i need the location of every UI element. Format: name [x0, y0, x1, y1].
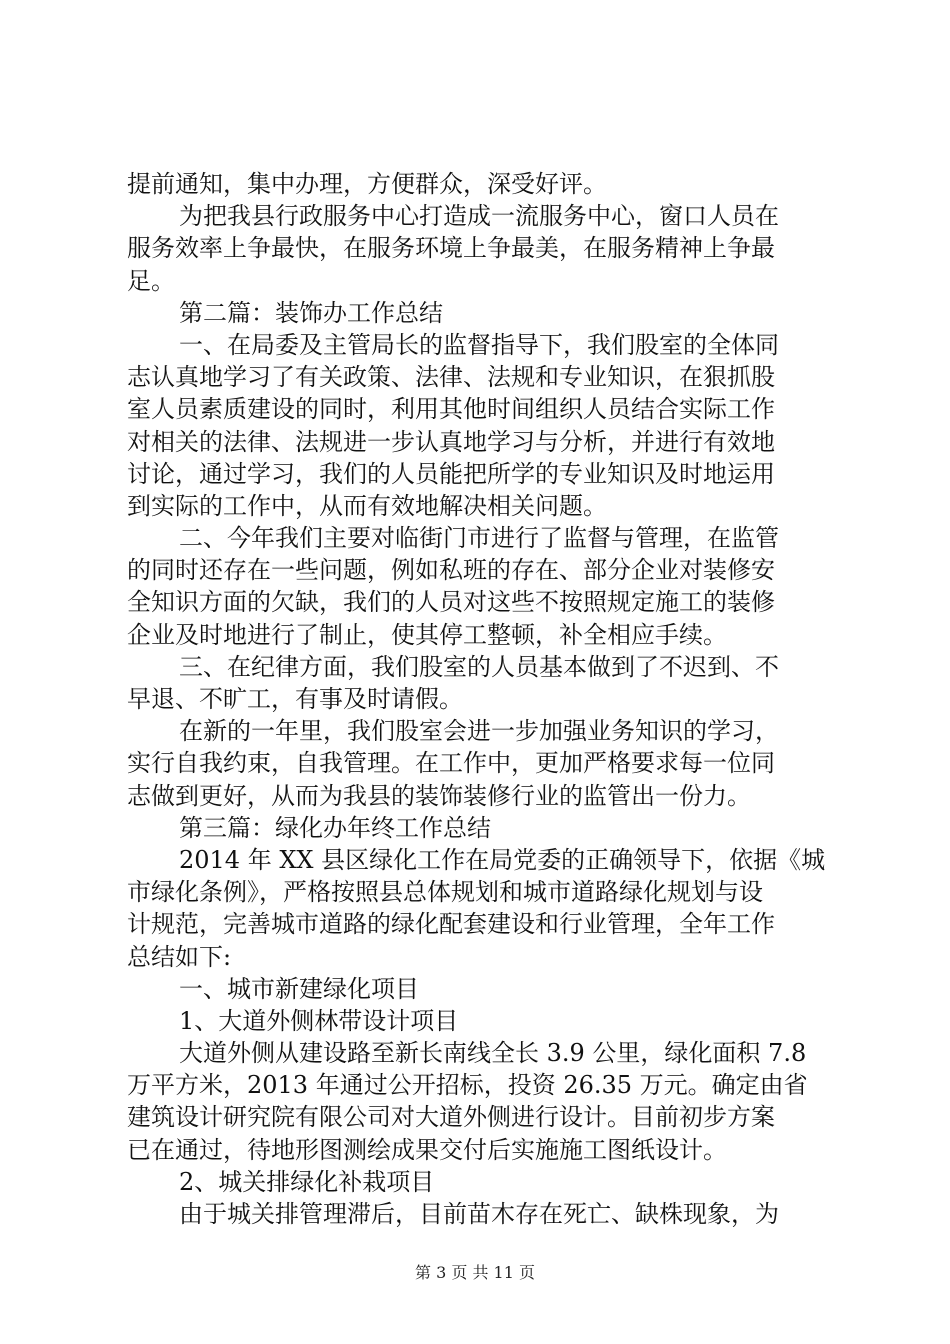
text-line: 三、在纪律方面，我们股室的人员基本做到了不迟到、不 — [179, 652, 779, 681]
text-line: 的同时还存在一些问题，例如私班的存在、部分企业对装修安 — [127, 556, 775, 585]
text-line: 市绿化条例》，严格按照县总体规划和城市道路绿化规划与设 — [127, 878, 763, 907]
text-line: 提前通知，集中办理，方便群众，深受好评。 — [127, 170, 607, 198]
text-line: 足。 — [127, 266, 175, 295]
subheading: 1、大道外侧林带设计项目 — [179, 1006, 459, 1035]
text-line: 早退、不旷工，有事及时请假。 — [127, 685, 463, 713]
text-line: 到实际的工作中，从而有效地解决相关问题。 — [127, 491, 607, 520]
text-line: 在新的一年里，我们股室会进一步加强业务知识的学习， — [179, 717, 779, 746]
text-line: 志认真地学习了有关政策、法律、法规和专业知识，在狠抓股 — [127, 363, 775, 392]
page-footer: 第 3 页 共 11 页 — [415, 1263, 535, 1282]
section-heading: 第二篇：装饰办工作总结 — [179, 298, 443, 327]
text-line: 企业及时地进行了制止，使其停工整顿，补全相应手续。 — [127, 620, 727, 649]
text-line: 为把我县行政服务中心打造成一流服务中心，窗口人员在 — [179, 202, 779, 231]
text-line: 全知识方面的欠缺，我们的人员对这些不按照规定施工的装修 — [127, 588, 775, 617]
text-line: 一、在局委及主管局长的监督指导下，我们股室的全体同 — [179, 330, 779, 359]
text-line: 二、今年我们主要对临街门市进行了监督与管理，在监管 — [179, 524, 779, 553]
text-line: 万平方米，2013 年通过公开招标，投资 26.35 万元。确定由省 — [127, 1071, 808, 1100]
text-line: 讨论，通过学习，我们的人员能把所学的专业知识及时地运用 — [127, 459, 775, 488]
text-line: 室人员素质建设的同时，利用其他时间组织人员结合实际工作 — [127, 395, 775, 424]
text-line: 2014 年 XX 县区绿化工作在局党委的正确领导下，依据《城 — [179, 845, 826, 874]
text-line: 已在通过，待地形图测绘成果交付后实施施工图纸设计。 — [127, 1135, 727, 1164]
text-line: 大道外侧从建设路至新长南线全长 3.9 公里，绿化面积 7.8 — [179, 1039, 807, 1068]
text-line: 志做到更好，从而为我县的装饰装修行业的监管出一份力。 — [127, 781, 751, 810]
text-line: 对相关的法律、法规进一步认真地学习与分析，并进行有效地 — [127, 427, 775, 456]
text-line: 计规范，完善城市道路的绿化配套建设和行业管理，全年工作 — [127, 910, 775, 939]
text-line: 实行自我约束，自我管理。在工作中，更加严格要求每一位同 — [127, 749, 775, 778]
text-line: 服务效率上争最快，在服务环境上争最美，在服务精神上争最 — [127, 234, 775, 263]
subheading: 一、城市新建绿化项目 — [179, 974, 419, 1003]
text-line: 建筑设计研究院有限公司对大道外侧进行设计。目前初步方案 — [127, 1103, 775, 1132]
subheading: 2、城关排绿化补栽项目 — [179, 1167, 435, 1196]
text-line: 由于城关排管理滞后，目前苗木存在死亡、缺株现象，为 — [179, 1200, 779, 1228]
text-line: 总结如下: — [127, 942, 232, 971]
section-heading: 第三篇：绿化办年终工作总结 — [179, 813, 491, 842]
